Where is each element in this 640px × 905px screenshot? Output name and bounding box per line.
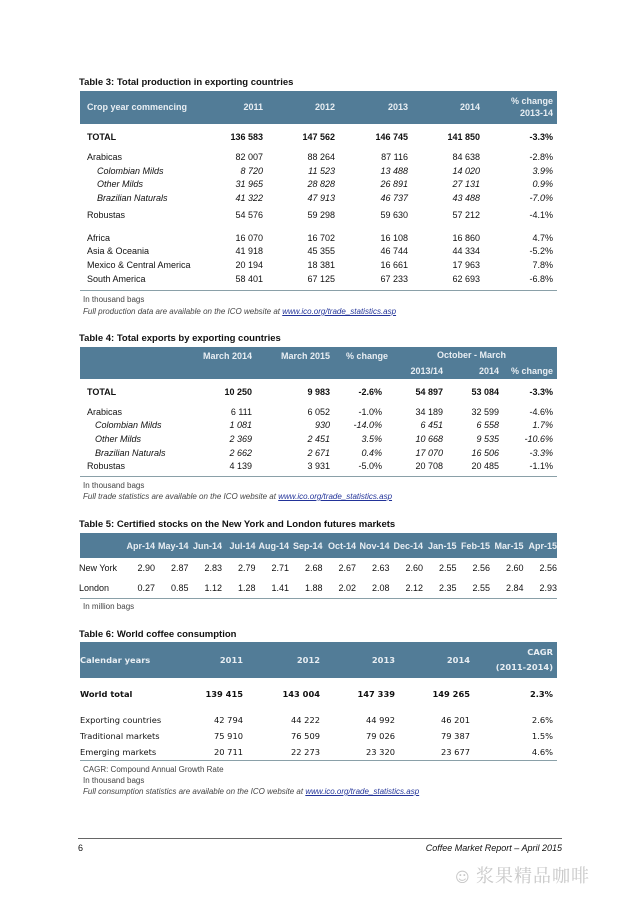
page-number: 6	[78, 843, 84, 853]
header-cell: % change	[345, 351, 388, 361]
table-cell: 45 355	[307, 246, 335, 256]
header-cell: October - March	[437, 350, 507, 360]
header-cell: 2013-14	[519, 108, 553, 118]
header-cell: 2011	[243, 102, 263, 112]
table-cell: 2.02	[338, 583, 356, 593]
table6-rule	[80, 760, 557, 761]
table-cell: -2.8%	[529, 152, 553, 162]
table-cell: 9 535	[476, 434, 499, 444]
table-cell: 47 913	[307, 193, 335, 203]
row-label: TOTAL	[87, 132, 117, 142]
header-cell: Mar-15	[494, 541, 524, 551]
table-cell: 87 116	[381, 152, 408, 162]
table-cell: 16 070	[235, 233, 263, 243]
table-cell: 42 794	[213, 715, 243, 725]
row-label: Asia & Oceania	[87, 246, 150, 256]
table-cell: 16 860	[452, 233, 480, 243]
table-cell: 3.5%	[361, 434, 382, 444]
row-label: Mexico & Central America	[87, 260, 191, 270]
table-cell: 3.9%	[532, 166, 553, 176]
row-label: South America	[87, 274, 146, 284]
table4-source-note	[83, 492, 392, 501]
table-cell: 2 369	[229, 434, 252, 444]
table-cell: 1.7%	[532, 420, 553, 430]
table-cell: 53 084	[471, 387, 499, 397]
row-label: Other Milds	[95, 434, 142, 444]
table-cell: -4.1%	[529, 210, 553, 220]
table-cell: 46 201	[440, 715, 470, 725]
source-text: Full trade statistics are available on the ICO website at	[83, 492, 279, 501]
table4-rule	[80, 476, 557, 477]
header-cell: May-14	[157, 541, 189, 551]
table-cell: 2.56	[472, 563, 490, 573]
table-cell: 57 212	[452, 210, 480, 220]
table6-title: Table 6: World coffee consumption	[79, 629, 237, 640]
row-label: Arabicas	[87, 407, 123, 417]
table-cell: -3.3%	[529, 132, 553, 142]
table-cell: 79 387	[440, 731, 470, 741]
table-cell: 2.08	[371, 583, 390, 593]
table-cell: 9 983	[307, 387, 330, 397]
table-cell: 3 931	[307, 461, 330, 471]
header-cell: 2014	[459, 102, 480, 112]
table-cell: 54 576	[235, 210, 263, 220]
header-cell: 2012	[296, 655, 320, 665]
table3-source-note	[83, 307, 396, 316]
table-cell: 2 662	[229, 448, 252, 458]
table-cell: 11 523	[308, 166, 335, 176]
table-cell: 16 108	[380, 233, 408, 243]
table-cell: 2.55	[438, 563, 457, 573]
table-cell: 16 506	[471, 448, 499, 458]
table-cell: 2.63	[371, 563, 390, 573]
row-label: Brazilian Naturals	[97, 193, 168, 203]
table4-unit-note: In thousand bags	[83, 481, 145, 490]
table-cell: 6 451	[420, 420, 443, 430]
table-cell: -10.6%	[524, 434, 553, 444]
table-cell: 27 131	[452, 179, 480, 189]
table-cell: -14.0%	[353, 420, 382, 430]
header-cell: CAGR	[527, 647, 553, 657]
header-cell: % change	[510, 96, 553, 106]
table-cell: 79 026	[365, 731, 395, 741]
table-cell: 4 139	[229, 461, 252, 471]
table-cell: -7.0%	[529, 193, 553, 203]
table-cell: 32 599	[471, 407, 499, 417]
table-cell: 28 828	[307, 179, 335, 189]
table-cell: 4.7%	[532, 233, 553, 243]
table-cell: 2.83	[204, 563, 222, 573]
row-label: TOTAL	[87, 387, 117, 397]
header-cell: Jul-14	[229, 541, 256, 551]
table-cell: 82 007	[235, 152, 263, 162]
table-cell: 10 668	[415, 434, 443, 444]
row-label: Traditional markets	[80, 731, 160, 741]
row-label: Robustas	[87, 210, 126, 220]
watermark-text: 浆果精品咖啡	[476, 866, 591, 887]
table5-rule	[80, 598, 557, 599]
table-cell: 41 918	[235, 246, 263, 256]
header-cell: March 2014	[202, 351, 252, 361]
table-cell: 2.84	[505, 583, 524, 593]
table-cell: 76 509	[290, 731, 320, 741]
table-cell: 16 661	[380, 260, 408, 270]
table-cell: -5.0%	[358, 461, 382, 471]
table-cell: 20 711	[213, 747, 243, 757]
table-cell: 44 992	[365, 715, 395, 725]
table-cell: 2 671	[307, 448, 330, 458]
table-cell: 8 720	[240, 166, 263, 176]
table-cell: 67 125	[307, 274, 335, 284]
header-cell: Crop year commencing	[87, 102, 188, 112]
table3-unit-note: In thousand bags	[83, 295, 145, 304]
table5-title: Table 5: Certified stocks on the New York and London futures markets	[79, 519, 396, 530]
header-cell: Nov-14	[359, 541, 390, 551]
header-cell: 2012	[314, 102, 335, 112]
header-cell: 2014	[446, 655, 470, 665]
table-cell: 2.35	[438, 583, 457, 593]
table-cell: 20 485	[471, 461, 499, 471]
table-cell: 1.28	[237, 583, 256, 593]
ico-link[interactable]: www.ico.org/trade_statistics.asp	[278, 492, 393, 501]
table-cell: 14 020	[452, 166, 480, 176]
row-label: Brazilian Naturals	[95, 448, 166, 458]
table-cell: -3.3%	[529, 387, 553, 397]
table-cell: 2.71	[271, 563, 289, 573]
table-cell: 88 264	[307, 152, 335, 162]
table-cell: 31 965	[235, 179, 263, 189]
table-cell: -3.3%	[529, 448, 553, 458]
table-cell: 34 189	[415, 407, 443, 417]
header-cell: 2013	[371, 655, 395, 665]
table-cell: 4.6%	[531, 747, 553, 757]
table-cell: 18 381	[307, 260, 335, 270]
row-label: Colombian Milds	[95, 420, 162, 430]
table-cell: 26 891	[380, 179, 408, 189]
table-cell: 10 250	[224, 387, 252, 397]
table-cell: 139 415	[205, 689, 243, 699]
table3-rule	[80, 290, 557, 291]
wechat-icon: ☺	[455, 870, 477, 886]
table-cell: 2.68	[304, 563, 323, 573]
table-cell: 1.5%	[531, 731, 553, 741]
table-cell: 58 401	[235, 274, 263, 284]
header-cell: 2011	[219, 655, 243, 665]
table-cell: 0.9%	[532, 179, 553, 189]
table-cell: 44 334	[452, 246, 480, 256]
table-cell: 1 081	[229, 420, 252, 430]
header-cell: 2013	[387, 102, 408, 112]
table-cell: 0.4%	[361, 448, 382, 458]
table-cell: 1.41	[271, 583, 289, 593]
table-cell: 146 745	[375, 132, 408, 142]
table-cell: 2.60	[405, 563, 423, 573]
row-label: London	[79, 583, 110, 593]
table-cell: 1.88	[304, 583, 323, 593]
table-cell: 84 638	[452, 152, 480, 162]
table-cell: 20 708	[415, 461, 443, 471]
table-cell: 2.3%	[529, 689, 553, 699]
ico-link[interactable]: www.ico.org/trade_statistics.asp	[305, 787, 420, 796]
table-cell: 17 070	[415, 448, 443, 458]
table4-title: Table 4: Total exports by exporting countries	[79, 333, 281, 344]
row-label: Other Milds	[97, 179, 144, 189]
row-label: Robustas	[87, 461, 126, 471]
table-cell: 41 322	[235, 193, 263, 203]
table-cell: 59 630	[380, 210, 408, 220]
table-cell: 67 233	[380, 274, 408, 284]
header-cell: Jan-15	[427, 541, 457, 551]
table-cell: 2.12	[405, 583, 423, 593]
table6-unit-note: In thousand bags	[83, 776, 145, 785]
row-label: World total	[80, 689, 133, 699]
table5-unit-note: In million bags	[83, 602, 135, 611]
header-cell: Aug-14	[258, 541, 289, 551]
table-cell: -5.2%	[529, 246, 553, 256]
table6-cagr-note: CAGR: Compound Annual Growth Rate	[83, 765, 224, 774]
table-cell: 141 850	[447, 132, 480, 142]
table-cell: 2.60	[505, 563, 524, 573]
table-cell: 20 194	[235, 260, 263, 270]
table-cell: -1.0%	[358, 407, 382, 417]
footer-rule	[78, 838, 562, 839]
table-cell: 2.55	[472, 583, 490, 593]
report-title: Coffee Market Report – April 2015	[425, 843, 562, 853]
table6-source-note	[83, 787, 419, 796]
table-cell: 6 558	[476, 420, 499, 430]
header-cell: Jun-14	[192, 541, 222, 551]
table-cell: 2.93	[539, 583, 557, 593]
table3-title: Table 3: Total production in exporting countries	[79, 77, 294, 88]
table-cell: 1.12	[204, 583, 222, 593]
table-cell: 62 693	[452, 274, 480, 284]
table-cell: -4.6%	[529, 407, 553, 417]
table-cell: 2.67	[338, 563, 356, 573]
table-cell: -6.8%	[529, 274, 553, 284]
table-cell: 149 265	[432, 689, 470, 699]
table-cell: 2.79	[237, 563, 256, 573]
table-cell: 59 298	[307, 210, 335, 220]
table-cell: 44 222	[290, 715, 320, 725]
row-label: Africa	[87, 233, 111, 243]
table-cell: 6 052	[307, 407, 330, 417]
row-label: Colombian Milds	[97, 166, 164, 176]
table-cell: 46 744	[380, 246, 408, 256]
table-cell: 46 737	[380, 193, 408, 203]
table-cell: 23 320	[365, 747, 395, 757]
row-label: New York	[79, 563, 118, 573]
row-label: Exporting countries	[80, 715, 162, 725]
header-cell: (2011-2014)	[495, 662, 553, 672]
source-text: Full consumption statistics are available on the ICO website at	[83, 787, 306, 796]
table-cell: 147 562	[302, 132, 335, 142]
header-cell: Feb-15	[460, 541, 490, 551]
table-cell: 7.8%	[532, 260, 553, 270]
table-cell: 930	[314, 420, 330, 430]
header-cell: Dec-14	[393, 541, 423, 551]
table-cell: 2.87	[170, 563, 189, 573]
ico-link[interactable]: www.ico.org/trade_statistics.asp	[282, 307, 397, 316]
table-cell: 6 111	[230, 407, 252, 417]
table-cell: 2.56	[539, 563, 557, 573]
header-cell: Apr-14	[126, 541, 155, 551]
row-label: Emerging markets	[80, 747, 157, 757]
row-label: Arabicas	[87, 152, 123, 162]
table-cell: 0.85	[170, 583, 189, 593]
table-cell: 16 702	[307, 233, 335, 243]
source-text: Full production data are available on the ICO website at	[83, 307, 283, 316]
header-cell: 2014	[478, 366, 499, 376]
header-cell: March 2015	[280, 351, 330, 361]
table-cell: 22 273	[290, 747, 320, 757]
header-cell: 2013/14	[410, 366, 443, 376]
header-cell: Oct-14	[327, 541, 356, 551]
table-cell: 43 488	[452, 193, 480, 203]
table-cell: 13 488	[380, 166, 408, 176]
table-cell: -2.6%	[358, 387, 382, 397]
table-cell: 2.90	[137, 563, 155, 573]
table-cell: 23 677	[440, 747, 470, 757]
header-cell: % change	[510, 366, 553, 376]
header-cell: Sep-14	[292, 541, 323, 551]
table-cell: 143 004	[282, 689, 320, 699]
table-cell: 0.27	[137, 583, 155, 593]
watermark	[455, 862, 590, 888]
table-cell: 2 451	[307, 434, 330, 444]
table-cell: 75 910	[213, 731, 243, 741]
table-cell: 136 583	[230, 132, 263, 142]
header-cell: Apr-15	[528, 541, 557, 551]
header-cell: Calendar years	[80, 655, 151, 665]
table-cell: 17 963	[452, 260, 480, 270]
table-cell: 54 897	[415, 387, 443, 397]
table-cell: -1.1%	[529, 461, 553, 471]
table-cell: 2.6%	[531, 715, 553, 725]
table-cell: 147 339	[357, 689, 395, 699]
